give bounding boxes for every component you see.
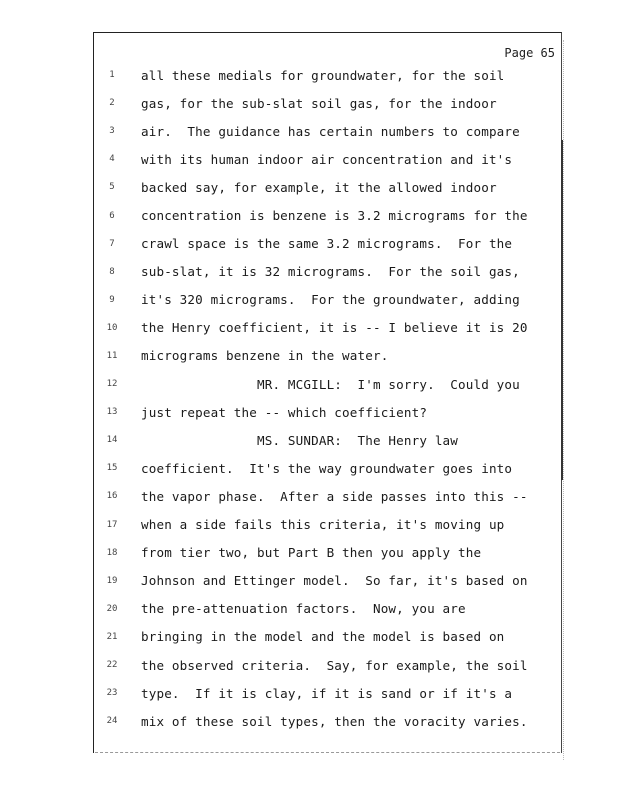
line-number: 15 [106,463,118,474]
line-number: 17 [106,519,118,530]
transcript-line [94,145,561,173]
transcript-line [94,61,561,89]
line-text: type. If it is clay, if it is sand or if it's a [141,685,513,701]
line-number: 22 [106,660,118,671]
line-number: 24 [106,716,118,727]
line-text: sub-slat, it is 32 micrograms. For the soil gas, [141,264,520,280]
transcript-line [94,679,561,707]
transcript-line [94,89,561,117]
line-number: 21 [106,631,118,642]
transcript-line [94,567,561,595]
line-number: 14 [106,435,118,446]
line-text: Johnson and Ettinger model. So far, it's based on [141,573,528,589]
line-number: 16 [106,491,118,502]
page-edge-dotted [563,40,564,760]
transcript-line [94,117,561,145]
line-number: 5 [109,182,115,193]
transcript-line [94,482,561,510]
transcript-line [94,286,561,314]
transcript-line [94,201,561,229]
line-number: 6 [109,210,115,221]
transcript-page [93,32,562,753]
line-number: 3 [109,126,115,137]
line-number: 23 [106,688,118,699]
line-text: just repeat the -- which coefficient? [141,404,428,420]
transcript-line [94,173,561,201]
transcript-line [94,707,561,735]
line-text: MR. MCGILL: I'm sorry. Could you [141,376,520,392]
transcript-line [94,230,561,258]
line-number: 9 [109,294,115,305]
line-text: with its human indoor air concentration and it's [141,151,513,167]
transcript-line [94,511,561,539]
line-number: 19 [106,575,118,586]
transcript-line [94,342,561,370]
line-text: MS. SUNDAR: The Henry law [141,432,459,448]
line-text: from tier two, but Part B then you apply the [141,545,482,561]
line-number: 20 [106,603,118,614]
transcript-lines [94,61,561,735]
line-number: 11 [106,350,118,361]
line-number: 4 [109,154,115,165]
line-text: backed say, for example, it the allowed indoor [141,179,497,195]
transcript-line [94,623,561,651]
line-number: 13 [106,407,118,418]
transcript-line [94,398,561,426]
transcript-line [94,258,561,286]
line-text: bringing in the model and the model is based on [141,629,505,645]
line-text: it's 320 micrograms. For the groundwater, adding [141,292,520,308]
line-text: mix of these soil types, then the voracity varies. [141,713,528,729]
transcript-line [94,426,561,454]
transcript-line [94,539,561,567]
page-number: Page 65 [504,46,555,60]
line-text: concentration is benzene is 3.2 micrograms for the [141,208,528,224]
transcript-line [94,651,561,679]
line-text: crawl space is the same 3.2 micrograms. For the [141,236,513,252]
transcript-line [94,314,561,342]
line-number: 1 [109,70,115,81]
line-number: 18 [106,547,118,558]
line-text: gas, for the sub-slat soil gas, for the indoor [141,95,497,111]
line-text: micrograms benzene in the water. [141,348,389,364]
line-text: the vapor phase. After a side passes into this -- [141,488,528,504]
line-number: 2 [109,98,115,109]
line-number: 12 [106,379,118,390]
page-bottom-rule [95,752,560,753]
line-number: 8 [109,266,115,277]
line-number: 10 [106,322,118,333]
line-number: 7 [109,238,115,249]
line-text: all these medials for groundwater, for the soil [141,67,505,83]
transcript-line [94,454,561,482]
line-text: when a side fails this criteria, it's moving up [141,517,505,533]
line-text: air. The guidance has certain numbers to compare [141,123,520,139]
line-text: the Henry coefficient, it is -- I believe it is 20 [141,320,528,336]
line-text: coefficient. It's the way groundwater goes into [141,460,513,476]
line-text: the observed criteria. Say, for example, the soil [141,657,528,673]
transcript-line [94,595,561,623]
line-text: the pre-attenuation factors. Now, you are [141,601,466,617]
transcript-line [94,370,561,398]
